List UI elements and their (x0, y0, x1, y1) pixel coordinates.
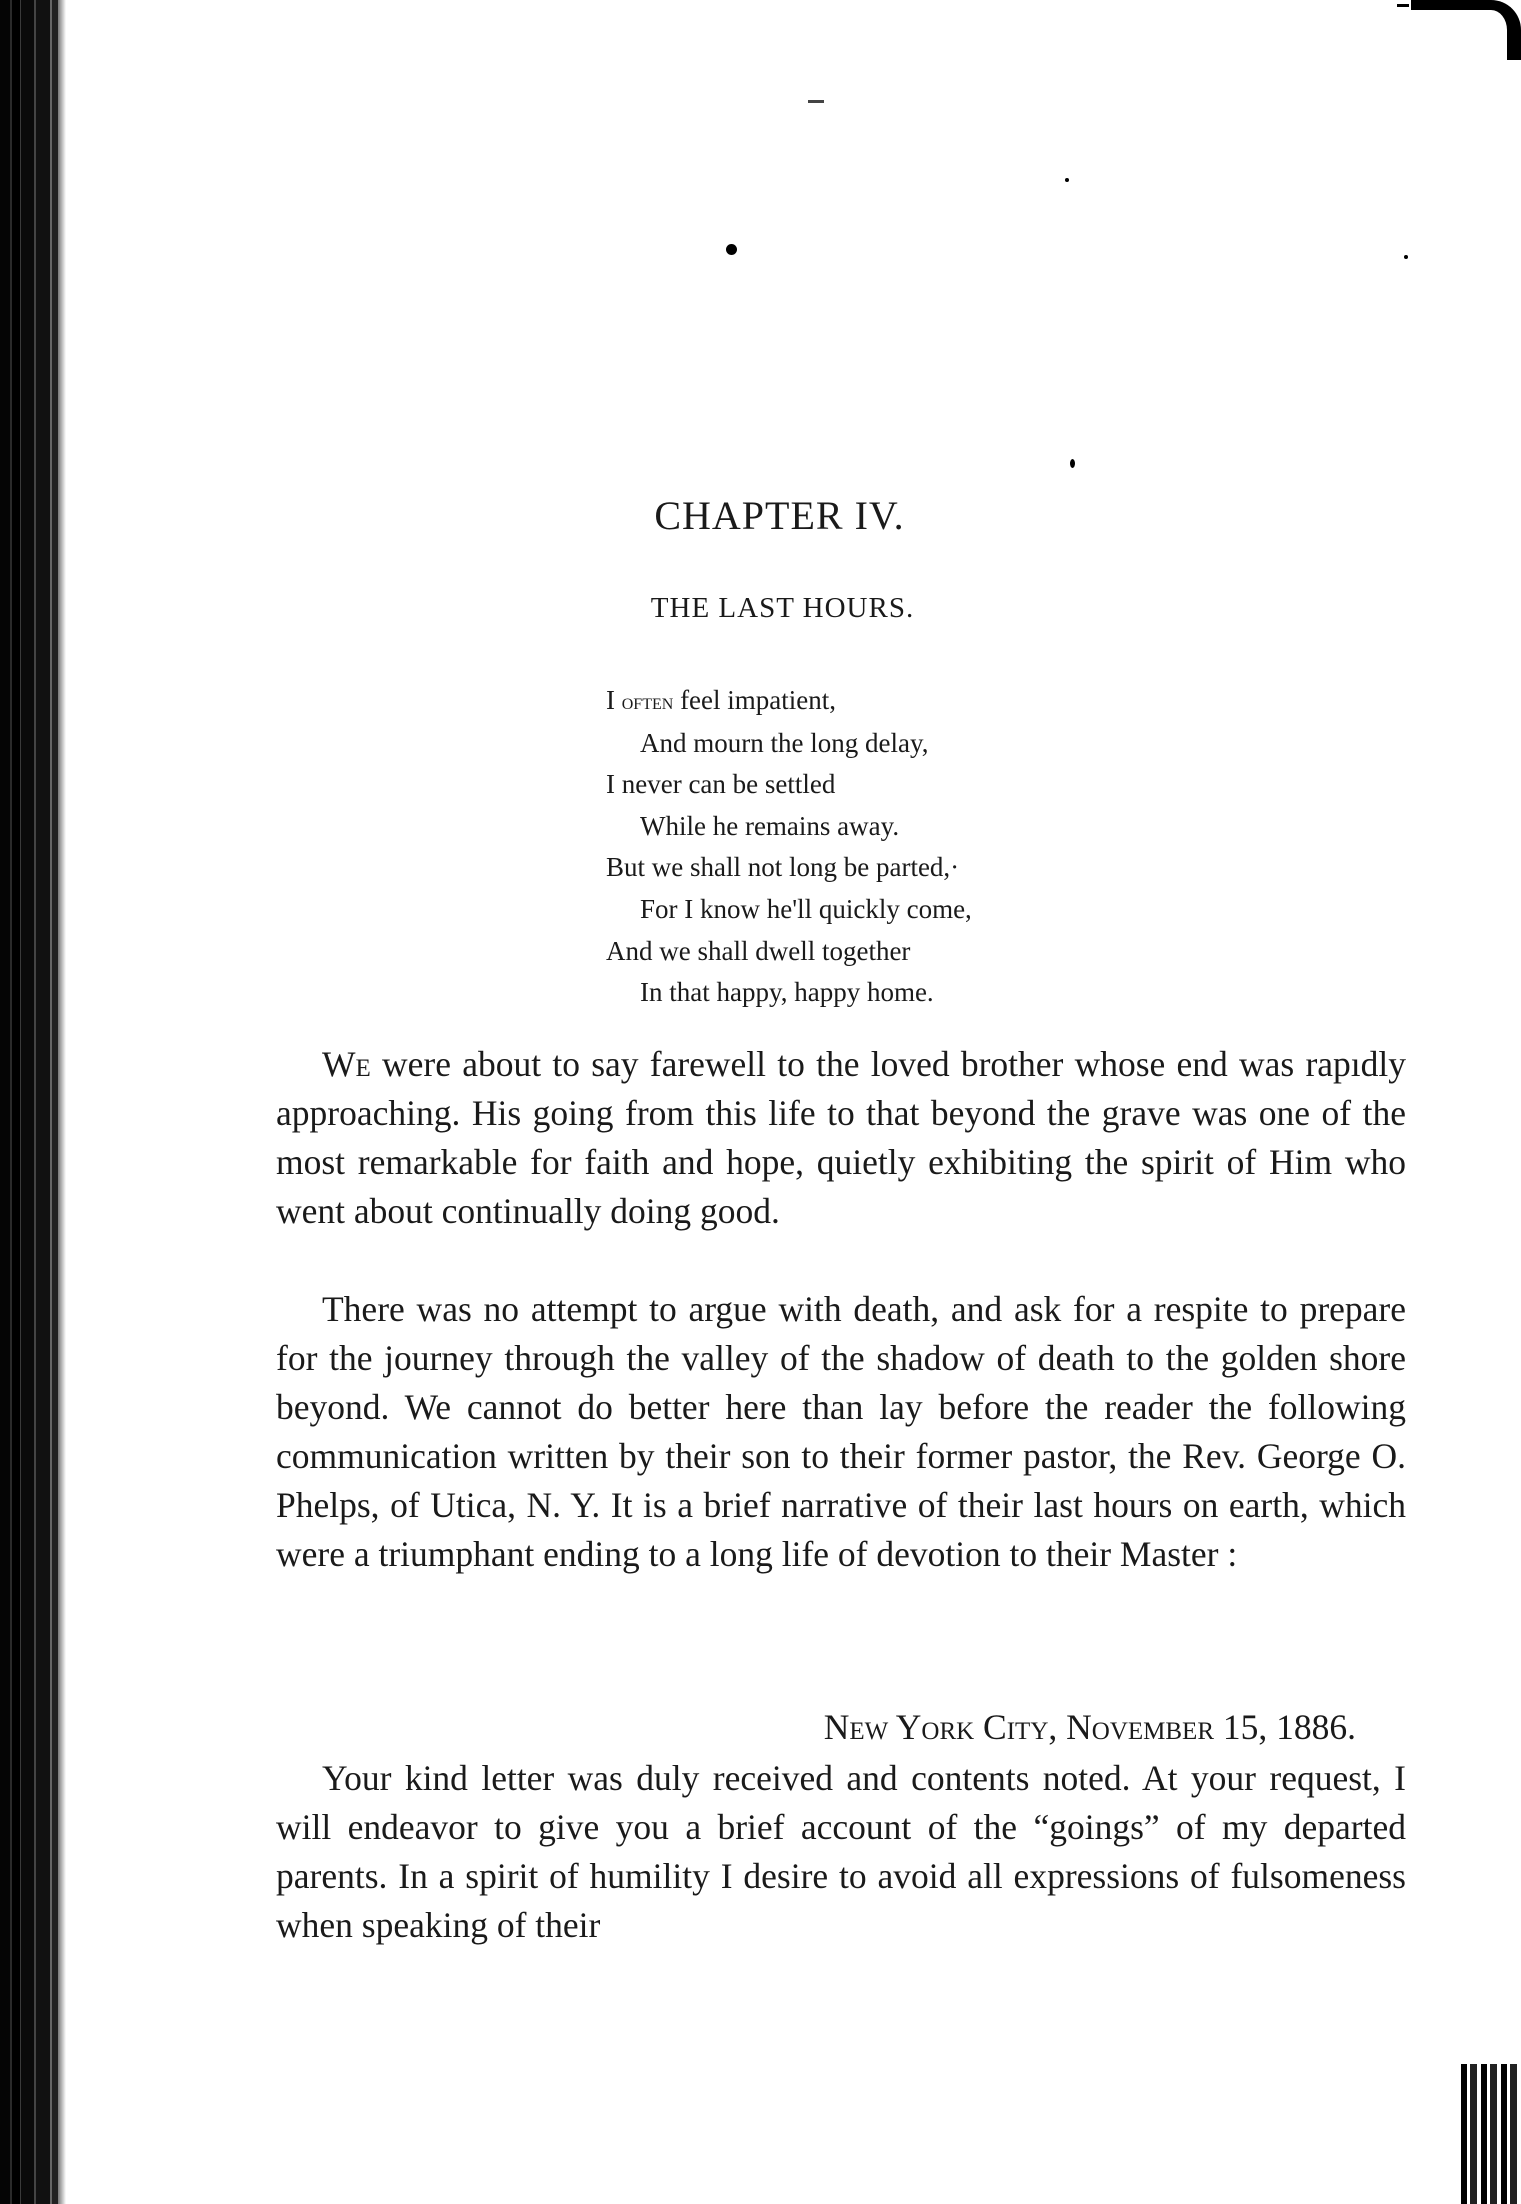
scan-speck (1070, 459, 1075, 468)
poem-line: For I know he'll quickly come, (640, 893, 972, 924)
paragraph-text: There was no attempt to argue with death, and ask for a respite to prepare for the journey through the valley of the shadow of death to the golden shore beyond. We cannot do better here than lay before the reader the following communication written by their son to their former pastor, the Rev. George O. Phelps, of Utica, N. Y. It is a brief narrative of their last hours on earth, which were a triumphant ending to a long life of devotion to their Master : (276, 1289, 1406, 1574)
scan-binding-edge (0, 0, 58, 2204)
poem-line: And we shall dwell together (606, 935, 911, 966)
poem-line: But we shall not long be parted,· (606, 852, 960, 883)
poem-line: In that happy, happy home. (640, 977, 934, 1008)
letter-dateline (276, 1703, 1356, 1752)
paragraph-lead-word: We (322, 1044, 371, 1084)
poem-line: I never can be settled (606, 769, 836, 800)
paragraph-2 (276, 1285, 1406, 1579)
poem-line-rest: feel impatient, (680, 685, 836, 715)
scan-corner-mark (1411, 0, 1521, 60)
paragraph-text: Your kind letter was duly received and contents noted. At your request, I will endeavor to give you a brief account of the “goings” of my departed parents. In a spirit of humility I desire to avoid all expressions of fulsomeness when speaking of their (276, 1758, 1406, 1945)
epigraph-poem (606, 680, 1166, 1014)
chapter-title: CHAPTER IV. (654, 493, 905, 538)
poem-line (606, 680, 1166, 723)
poem-line: And mourn the long delay, (640, 727, 929, 758)
scan-binding-shadow (58, 0, 66, 2204)
scan-speck (1065, 178, 1069, 182)
scan-speck (1404, 255, 1408, 259)
paragraph-body: were about to say farewell to the loved brother whose end was rapıdly approaching. His going from this life to that beyond the grave was one of the most remarkable for faith and hope, quietly exhibiting the spirit of Him who went about continually doing good. (276, 1044, 1407, 1231)
paragraph-1 (276, 1040, 1406, 1236)
scan-dash (808, 100, 824, 103)
chapter-subtitle: THE LAST HOURS. (650, 592, 915, 624)
scan-speck (726, 244, 737, 255)
paragraph-text (276, 1040, 1406, 1236)
dateline-text: New York City, November 15, 1886. (823, 1707, 1356, 1747)
scan-bottom-edge (1461, 2064, 1521, 2204)
poem-first-word: I (606, 685, 615, 715)
poem-smallcaps-word: often (621, 689, 674, 714)
poem-line: While he remains away. (640, 810, 900, 841)
paragraph-3 (276, 1754, 1406, 1950)
scan-corner-stub (1397, 4, 1409, 7)
